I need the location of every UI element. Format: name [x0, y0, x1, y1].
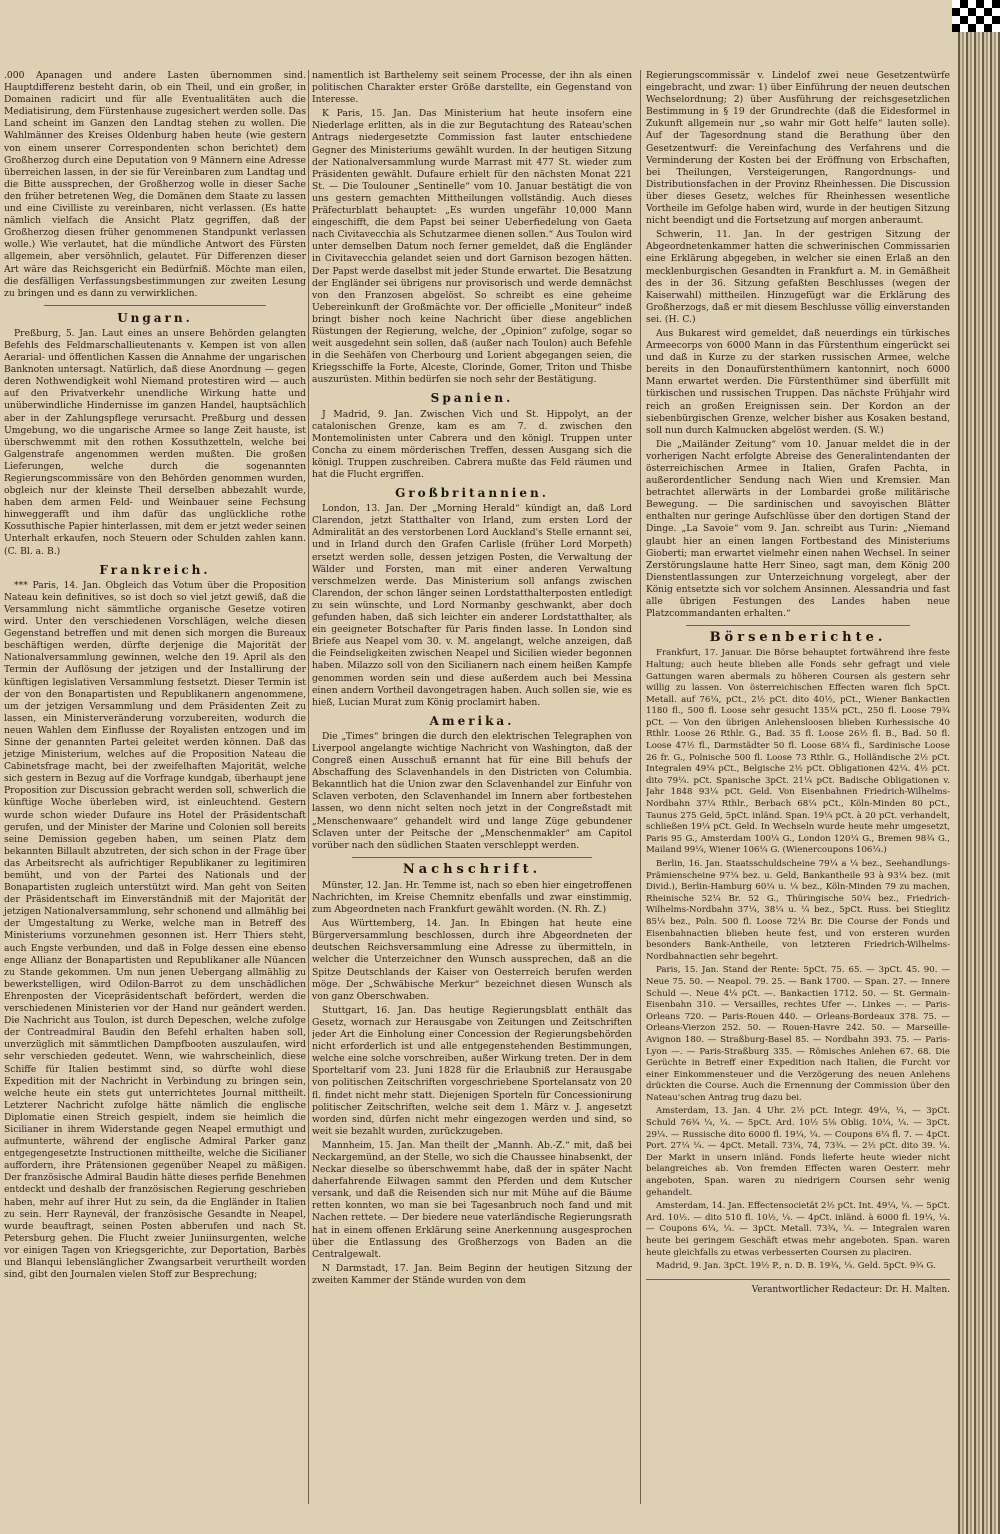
article-paris: *** Paris, 14. Jan. Obgleich das Votum über die Proposition Nateau kein definitives, so ist doch so viel jetzt gewiß, daß die Versammlung nicht sämmtliche organische Gesetze votiren wird. Unter den verschiedenen Vorschlägen, welche diesen Gegenstand betreffen und mit denen sich morgen die Bureaux beschäftigen werden, dürfte derjenige die Majorität der Nationalversammlung gewinnen, welche den 19. April als den Termin der Auflösung der jetzigen und der Installirung der künftigen legislativen Versammlung festsetzt. Dieser Termin ist der von den Bonapartisten und Republikanern angenommene, um der jetzigen Versammlung und dem Präsidenten Zeit zu lassen, ein Ministerveränderung vorzubereiten, wodurch die neuen Wahlen dem Einflusse der Royalisten entzogen und im Sinne der genannten Partei geleitet werden können. Daß das jetzige Ministerium, welches auf die Proposition Nateau die Cabinetsfrage macht, bei der zweifelhaften Majorität, welche sich gestern in Bezug auf die Vorfrage kundgab, überhaupt jene Proposition zur Discussion gebracht werden soll, schwerlich die künftige Woche überleben wird, ist einleuchtend. Gestern wurde schon wieder Dufaure ins Hotel der Präsidentschaft gerufen, und der Minister der Marine und Colonien soll bereits seine Demission gegeben haben, um seinen Platz dem bekannten Billault abzutreten, der sich schon in der Frage über das Arbeitsrecht als aufrichtiger Republikaner zu legitimiren bemüht, und von der Partei des Nationals und der Bonapartisten zugleich unterstützt wird. Man geht von Seiten der Präsidentschaft im Einverständniß mit der Majorität der jetzigen Nationalversammlung, sehr schonend und allmählig bei der Umgestaltung zu Werke, welche man in Betreff des Ministeriums vorzunehmen gesonnen ist. Herr Thiers steht, auch Engste verbunden, und daß in Folge dessen eine ebenso enge Allianz der Bonapartisten und Republikaner alle Nüancen zu Stande gekommen. Um nun jenen Uebergang allmählig zu bewerkstelligen, wird Odilon-Barrot zu dem unschädlichen Ehrenposten der Vicepräsidentschaft befördert, werden die verschiedenen Ministerien vor der Hand nur geändert werden. Die Nachricht aus Toulon, ist durch Depeschen, welche zufolge der Contreadmiral Baudin den Befehl erhalten haben soll, unverzüglich mit sämmtlichen Dampfbooten auszulaufen, wird sehr verschieden gedeutet. Wenn, wie wahrscheinlich, diese Schiffe für Italien bestimmt sind, so dürfte wohl diese Expedition mit der Nachricht in Verbindung zu bringen sein, welche heute ein stets gut unterrichtetes Journal mittheilt. Letzterer Nachricht zufolge hätte nämlich die englische Diplomatie einen Streich gespielt, indem sie heimlich die Sicilianer in ihrem Widerstande gegen Neapel ermuthigt und aufmunterte, während der englische Admiral Parker ganz entgegengesetzte Instructionen mittheilte, welche die Sicilianer auffordern, ihre Prätensionen gegenüber Neapel zu mäßigen. Der französische Admiral Baudin hätte dieses perfide Benehmen entdeckt und deshalb der französischen Regierung geschrieben haben, mehr auf ihrer Hut zu sein, da die Engländer in Italien zu sein. Herr Raynevál, der französische Gesandte in Neapel, wurde beauftragt, seinen Posten abberufen und nach St. Petersburg gehen. Die Flucht zweier Juniinsurgenten, welche vor einigen Tagen von Kriegsgerichte, zur Deportation, Barbès und Blanqui lebenslänglicher Zwangsarbeit verurtheilt worden sind, gibt den Journalen vielen Stoff zur Besprechung;	[4, 579, 306, 1281]
col3-intro: Regierungscommissär v. Lindelof zwei neue Gesetzentwürfe eingebracht, und zwar: 1) über Einführung der neuen deutschen Wechselordnung; 2) über Ausführung der reichsgesetzlichen Bestimmung in § 19 der Grundrechte (daß die Eidesformel in Zukunft allgemein nur „so wahr mir Gott helfe“ lauten solle). Auf der Tagesordnung stand die Berathung über den Gesetzentwurf: die Vereinfachung des Verfahrens und die Verminderung der Kosten bei der Eröffnung von Erbschaften, bei Theilungen, Versteigerungen, Rangordnungs- und Distributionsfachen in der Provinz Rheinhessen. Die Discussion über dieses Gesetz, welches für Rheinhessen wesentliche Vortheile im Gefolge haben wird, wurde in der heutigen Sitzung nicht beendigt und die Fortsetzung auf morgen anberaumt.	[646, 70, 950, 227]
article-mailand: Die „Mailänder Zeitung“ vom 10. Januar meldet die in der vorherigen Nacht erfolgte Abreise des Generalintendanten der österreichischen Armee in Italien, Grafen Pachta, in außerordentlicher Sendung nach Wien und Kremsier. Man betrachtet allerwärts in der Lombardei große militärische Bewegung. — Die sardinischen und savoyischen Blätter enthalten nur geringe Aufschlüsse über den dortigen Stand der Dinge. „La Savoie“ vom 9. Jan. schreibt aus Turin: „Niemand glaubt hier an einen langen Fortbestand des Ministeriums Gioberti; man erwartet vielmehr einen nahen Wechsel. In seiner Zerstörungslaune hatte Herr Sineo, sagt man, dem König 200 Dienstentlassungen zur Unterzeichnung vorgelegt, aber der König entsetzte sich vor solchem Ansinnen. Alessandria und fast alle übrigen Festungen des Landes haben neue Platzcommandanten erhalten.“	[646, 438, 950, 620]
article-london: London, 13. Jan. Der „Morning Herald“ kündigt an, daß Lord Clarendon, jetzt Statthalter von Irland, zum ersten Lord der Admiralität an des verstorbenen Lord Auckland's Stelle ernannt sei, und in Irland durch den Grafen Carlisle (früher Lord Morpeth) ersetzt werden solle, dessen jetzigen Posten, die Verwaltung der Wälder und Forsten, man mit einer anderen Verwaltung verschmelzen werde. Das Ministerium soll anfangs zwischen Clarendon, der schon länger seinen Lordstatthalterposten entledigt zu sein wünschte, und Lord Normanby geschwankt, aber doch gefunden haben, daß sich leichter ein anderer Lordstatthalter, als ein geeigneter Botschafter für Paris finden lasse. In London sind Briefe aus Neapel vom 30. v. M. angelangt, welche anzeigen, daß die Feindseligkeiten zwischen Neapel und Sicilien wieder begonnen haben. Milazzo soll von den Sicilianern nach einem heißen Kampfe genommen worden sein und diese außerdem auch bei Messina einen andern Vortheil davongetragen haben. Auch sollen sie, wie es hieß, Lucian Murat zum König proclamirt haben.	[312, 503, 632, 708]
article-madrid: J Madrid, 9. Jan. Zwischen Vich und St. Hippolyt, an der catalonischen Grenze, kam es am 7. d. zwischen den Montemolinisten unter Cabrera und den königl. Truppen unter Concha zu einem mörderischen Treffen, dessen Ausgang sich die königl. Truppen zuschreiben. Cabrera mußte das Feld räumen und hat die Flucht ergriffen.	[312, 408, 632, 480]
column-3	[646, 70, 950, 1524]
report-frankfurt: Frankfurt, 17. Januar. Die Börse behauptet fortwährend ihre feste Haltung; auch heute blieben alle Fonds sehr gefragt und viele Gattungen waren abermals zu höheren Coursen als gestern sehr willig zu lassen. Von österreichischen Effecten waren flch 5pCt. Metall. auf 76¼, pCt., 2½ pCt. dito 40½, pCt., Wiener Bankactien 1180 fl., 500 fl. Loose sehr gesucht 135¼ pCt., 250 fl. Loose 79¾ pCt. — Von den übrigen Anlehensloosen blieben Kurhessische 40 Rthlr. Loose 26 Rthlr. G., Bad. 35 fl. Loose 26½ fl. B., Bad. 50 fl. Loose 47½ fl., Darmstädter 50 fl. Loose 68¼ fl., Sardinische Loose 26 fr. G., Polnische 500 fl. Loose 73 Rthlr. G., Holländische 2½ pCt. Integralen 49¼ pCt., Belgische 2½ pCt. Obligationen 42¼. 4½ pCt. dito 79¼. pCt. Spanische 3pCt. 21¼ pCt. Badische Obligationen v. Jahr 1848 93¼ pCt. Geld. Von Eisenbahnen Friedrich-Wilhelms-Nordbahn 37¼ Rthlr., Berbach 68¼ pCt., Köln-Minden 80 pCt., Taunus 275 Geld, 5pCt. inländ. Span. 19¼ pCt. à 20 pCt. verhandelt, schließen 19¼ pCt. Geld. In Wechseln wurde heute mehr umgesetzt, Paris 95 G., Amsterdam 100¼ G., London 120¼ G., Bremen 98¾ G., Mailand 99¼, Wiener 106¼ G. (Wienercoupons 106¼.)	[646, 648, 950, 856]
heading-boersenberichte: Börsenberichte.	[709, 630, 887, 646]
column-rule	[308, 70, 309, 1504]
calibration-checker	[952, 0, 1000, 32]
divider	[352, 857, 592, 858]
report-amsterdam-13: Amsterdam, 13. Jan. 4 Uhr. 2½ pCt. Integr. 49¼, ¼, — 3pCt. Schuld 76¾ ¼, ¼. — 5pCt. Ard. 10½ 5⅛ Oblig. 10¼, ¼. — 3pCt. 29¼. — Russische dito 6000 fl. 19¼, ¼. — Coupons 6¼ fl. 7. — 4pCt. Port. 27¼ ¼. — 4pCt. Metall. 73¼, 74, 73¾. — 2½ pCt. dito 39. ¼. Der Markt in unsern inländ. Fonds lieferte heute wieder nicht belangreiches ab. Von fremden Effecten waren Oesterr. mehr angeboten, Span. waren zu niedrigern Coursen sehr wenig gehandelt.	[646, 1106, 950, 1198]
article-stuttgart: Stuttgart, 16. Jan. Das heutige Regierungsblatt enthält das Gesetz, wornach zur Herausgabe von Zeitungen und Zeitschriften jeder Art die Einholung einer Concession der Regierungsbehörden nicht erforderlich ist und alle entgegenstehenden Bestimmungen, welche eine solche vorschreiben, außer Wirkung treten. Der in dem Sporteltarif vom 23. Juni 1828 für die Erlaubniß zur Herausgabe von politischen Zeitschriften vorgeschriebene Sportelansatz von 20 fl. findet nicht mehr statt. Diejenigen Sporteln für Concessionirung politischer Zeitschriften, welche seit dem 1. März v. J. angesetzt worden sind, dürfen nicht mehr eingezogen werden und sind, so weit sie bezahlt wurden, zurückzugeben.	[312, 1004, 632, 1137]
report-madrid: Madrid, 9. Jan. 3pCt. 19½ P., n. D. B. 19¾, ¼. Geld. 5pCt. 9¾ G.	[656, 1261, 936, 1272]
page-edge-binding	[958, 0, 1000, 1534]
divider	[686, 625, 910, 626]
heading-nachschrift: Nachschrift.	[402, 861, 542, 877]
heading-amerika: Amerika.	[429, 713, 515, 728]
col1-intro: .000 Apanagen und andere Lasten übernommen sind. Hauptdifferenz besteht darin, ob ein Theil, und ein großer, in Domainen radicirt und für alle Eventualitäten auch die Mediatisirung, dem Fürstenhause zugesichert werden solle. Das Land scheint im Ganzen den Landtag stehen zu wollen. Die Wahlmänner des Kreises Oldenburg haben heute (wie gestern von einem unserer Correspondenten schon berichtet) dem Großherzog durch eine Deputation von 9 Männern eine Adresse überreichen lassen, in der sie für Vereinbaren zum Landtag und die Bitte aussprechen, der Großherzog wolle in dieser Sache den früher betretenen Weg, die Domänen dem Staate zu lassen und eine Civilliste zu vereinbaren, nicht verlassen. (Es hatte nämlich vielfach die Ansicht Platz gegriffen, daß der Großherzog diesen früher genommenen Standpunkt verlassen wolle.) Wie verlautet, hat die mündliche Antwort des Fürsten allgemein, aber versöhnlich, gelautet. Für Differenzen dieser Art wäre das Reichsgericht ein Bedürfniß. Möchte man eilen, die desfälligen Verfassungsbestimmungen zur zweiten Lesung zu bringen und es dann zu verwirklichen.	[4, 70, 306, 299]
article-bukarest: Aus Bukarest wird gemeldet, daß neuerdings ein türkisches Armeecorps von 6000 Mann in das Fürstenthum eingerückt sei und daß in Kurze zu der starken russischen Armee, welche bereits in den Donaufürstenthümern kantonnirt, noch 6000 Mann erwartet werden. Die Fürstenthümer sind überfüllt mit türkischen und russischen Truppen. Das nächste Frühjahr wird reich an großen Ereignissen sein. Der Kordon an der siebenbürgischen Grenze, welcher bisher aus Kosaken bestand, soll nun durch Kalmucken abgelöst werden. (S. W.)	[646, 327, 950, 436]
report-paris: Paris, 15. Jan. Stand der Rente: 5pCt. 75. 65. — 3pCt. 45. 90. — Neue 75. 50. — Neapol. 79. 25. — Bank 1700. — Span. 27. — Innere Schuld —. Neue 4¼ pCt. —. Bankactien 1712. 50. — St. Germain-Eisenbahn 310. — Versailles, rechtes Ufer —. Linkes —. — Paris-Orleans 720. — Paris-Rouen 440. — Orleans-Bordeaux 378. 75. — Orleans-Vierzon 252. 50. — Rouen-Havre 242. 50. — Marseille-Avignon 180. — Straßburg-Basel 85. — Nordbahn 393. 75. — Paris-Lyon —. — Paris-Straßburg 335. — Römisches Anlehen 67. 68. Die Gerüchte in Betreff einer Expedition nach Italien, die Furcht vor einer Einkommensteuer und die Verzögerung des neuen Anlehens drückten die Course. Auch die Ernennung der Commission über den Nateau'schen Antrag trug dazu bei.	[646, 965, 950, 1103]
column-2	[312, 70, 632, 1524]
column-rule	[640, 70, 641, 1504]
article-darmstadt: N Darmstadt, 17. Jan. Beim Beginn der heutigen Sitzung der zweiten Kammer der Stände wurden von dem	[312, 1262, 632, 1286]
heading-spanien: Spanien.	[430, 391, 514, 406]
article-amerika: Die „Times“ bringen die durch den elektrischen Telegraphen von Liverpool angelangte wichtige Nachricht von Washington, daß der Congreß einen Ausschuß ernannt hat für eine Bill behufs der Abschaffung des Sclavenhandels in den Districten von Columbia. Bekanntlich hat die Union zwar den Sclavenhandel zur Einfuhr von Sclaven verboten, den Sclavenhandel im Innern aber fortbestehen lassen, wo denn nicht selten noch jetzt in der Congreßstadt mit „Menschenwaare“ gehandelt wird und lange Züge gebundener Sclaven unter der Peitsche der „Menschenmakler“ am Capitol vorüber nach den südlichen Staaten verschleppt werden.	[312, 730, 632, 851]
report-amsterdam-14: Amsterdam, 14. Jan. Effectensocietät 2½ pCt. Int. 49¼, ¼. — 5pCt. Ard. 10½. — dito 510 fl. 10½, ¼. — 4pCt. inländ. à 6000 fl. 19¼, ¼. — Coupons 6¼, ¼. — 3pCt. Metall. 73¾, ¼. — Integralen waren heute bei geringem Geschäft etwas mehr angeboten. Span. waren heute gleichfalls zu etwas verbesserten Coursen zu placiren.	[646, 1201, 950, 1258]
column-1	[0, 70, 306, 1524]
article-pressburg: Preßburg, 5. Jan. Laut eines an unsere Behörden gelangten Befehls des Feldmarschallieutenants v. Kempen ist von allen Aerarial- und öffentlichen Kassen die Annahme der ungarischen Banknoten untersagt. Natürlich, daß diese Anordnung — gegen deren Nothwendigkeit wohl Niemand protestiren wird — auch auf den Privatverkehr unendliche Wirkung hatte und unüberwindliche Hindernisse im ganzen Handel, hauptsächlich aber in der Zahlungspflege verursacht. Preßburg und dessen Umgebung, wo die ungarische Armee so lange Zeit hauste, ist überschwemmt mit den rothen Kossuthzetteln, welche bei Galgenstrafe angenommen werden mußten. Die großen Lieferungen, welche durch die sogenannten Regierungscommissäre von den Behörden genommen wurden, obgleich nur der kleinste Theil derselben abbezahlt wurde, haben dem armen Feld- und Weinbauer seine Fechsung hinweggerafft und ihm dafür das unglückliche rothe Kossuthische Papier hinterlassen, mit dem er jetzt weder seinen Unterhalt erkaufen, noch Steuern oder Schulden zahlen kann. (C. Bl. a. B.)	[4, 327, 306, 557]
article-mannheim: Mannheim, 15. Jan. Man theilt der „Mannh. Ab.-Z.“ mit, daß bei Neckargemünd, an der Stelle, wo sich die Chaussee hinabsenkt, der Neckar dieselbe so überschwemmt habe, daß der in später Nacht daherfahrende Eilwagen sammt den Pferden und dem Kutscher versank, und daß die Reisenden sich nur mit Mühe auf die Bäume retten konnten, wo man sie bei Tagesanbruch noch fand und mit Nachen rettete. — Der biedere neue vaterländische Regierungsrath hat in einem offenen Erklärung seine Anerkennung ausgesprochen über die Entlassung des Großherzogs von Baden an die Centralgewalt.	[312, 1139, 632, 1260]
heading-frankreich: Frankreich.	[99, 562, 211, 577]
heading-grossbritannien: Großbritannien.	[395, 486, 549, 501]
article-muenster: Münster, 12. Jan. Hr. Temme ist, nach so eben hier eingetroffenen Nachrichten, im Kreise Chemnitz ebenfalls und zwar einstimmig, zum Abgeordneten nach Frankfurt gewählt worden. (N. Rh. Z.)	[312, 879, 632, 916]
col2-intro: namentlich ist Barthelemy seit seinem Processe, der ihn als einen politischen Charakter erster Größe darstellte, ein Gegenstand von Interesse.	[312, 70, 632, 106]
article-wuerttemberg: Aus Württemberg, 14. Jan. In Ebingen hat heute eine Bürgerversammlung beschlossen, durch ihre Abgeordneten der deutschen Reichsversammlung eine Adresse zu übermitteln, in welcher die Unterzeichner den Wunsch aussprechen, daß an die Spitze Deutschlands der Kaiser von Oesterreich berufen werden möge. Der „Schwäbische Merkur“ bezeichnet diesen Wunsch als von ganz Oberschwaben.	[312, 918, 632, 1002]
editor-line: Verantwortlicher Redacteur: Dr. H. Malten.	[646, 1279, 950, 1296]
heading-ungarn: Ungarn.	[117, 310, 193, 325]
article-schwerin: Schwerin, 11. Jan. In der gestrigen Sitzung der Abgeordnetenkammer hatten die schwerinischen Commissarien eine Erklärung abgegeben, in welcher sie einen Erlaß an den mecklenburgischen Gesandten in Frankfurt a. M. in Gemäßheit des in der 36. Sitzung gefaßten Beschlusses (wegen der Kaiserwahl) mittheilen. Hinzugefügt war die Erklärung des Großherzogs, daß er mit diesem Beschlusse völlig einverstanden sei. (H. C.)	[646, 229, 950, 325]
divider	[44, 305, 266, 306]
article-paris-2: K Paris, 15. Jan. Das Ministerium hat heute insofern eine Niederlage erlitten, als in die zur Begutachtung des Rateau'schen Antrags niedergesetzte Commission fast lauter entschiedene Gegner des Ministeriums gewählt wurden. In der heutigen Sitzung der Nationalversammlung wurde Marrast mit 477 St. wieder zum Präsidenten gewählt. Dufaure erhielt für den nächsten Monat 221 St. — Die Toulouner „Sentinelle“ vom 10. Januar bestätigt die von uns gestern gemachten Mittheilungen vollständig. Auch dieses Präfecturblatt behauptet: „Es wurden ungefähr 10,000 Mann eingeschifft, die dem Papst bei seiner Ueberfiedelung von Gaeta nach Civitavecchia als Schutzarmee dienen sollen.“ Aus Toulon wird unter demselben Datum noch ferner gemeldet, daß die Engländer in Civitavecchia gelandet seien und dort Garnison bezogen hätten. Der Papst werde daselbst mit jeder Stunde erwartet. Die Besatzung der Engländer sei übrigens nur provisorisch und werde demnächst von den Franzosen abgelöst. So schreibt es eine geheime Uebereinkunft der Großmächte vor. Der officielle „Moniteur“ indeß bringt bisher noch keine Nachricht über diese angeblichen Rüstungen der Regierung, welche, der „Opinion“ zufolge, sogar so weit ausgedehnt sein sollen, daß (außer nach Toulon) auch Befehle in die Seehäfen von Cherbourg und Lorient abgegangen seien, die Kriegsschiffe la Forte, Alceste, Clorinde, Gomer, Triton und Thisbe auszurüsten. Mithin bedürfen sie noch sehr der Bestätigung.	[312, 108, 632, 386]
report-berlin: Berlin, 16. Jan. Staatsschuldscheine 79¼ a ¼ bez., Seehandlungs-Prämienscheine 97¼ bez. u. Geld, Bankantheile 93 à 93¼ bez. (mit Divid.), Berlin-Hamburg 60¼ u. ¼ bez., Köln-Minden 79 zu machen, Rheinische 52¼ Br. 52 G., Thüringische 50¼ bez., Friedrich-Wilhelms-Nordbahn 37¼, 38¼ u. ¼ bez., 5pCt. Russ. bei Stieglitz 85¼ bez., Poln. 500 fl. Loose 72¼ Br. Die Course der Fonds und Eisenbahnactien blieben heute fest, und von ersteren wurden besonders Bank-Antheile, von letzteren Friedrich-Wilhelms-Nordbahnactien sehr begehrt.	[646, 859, 950, 962]
